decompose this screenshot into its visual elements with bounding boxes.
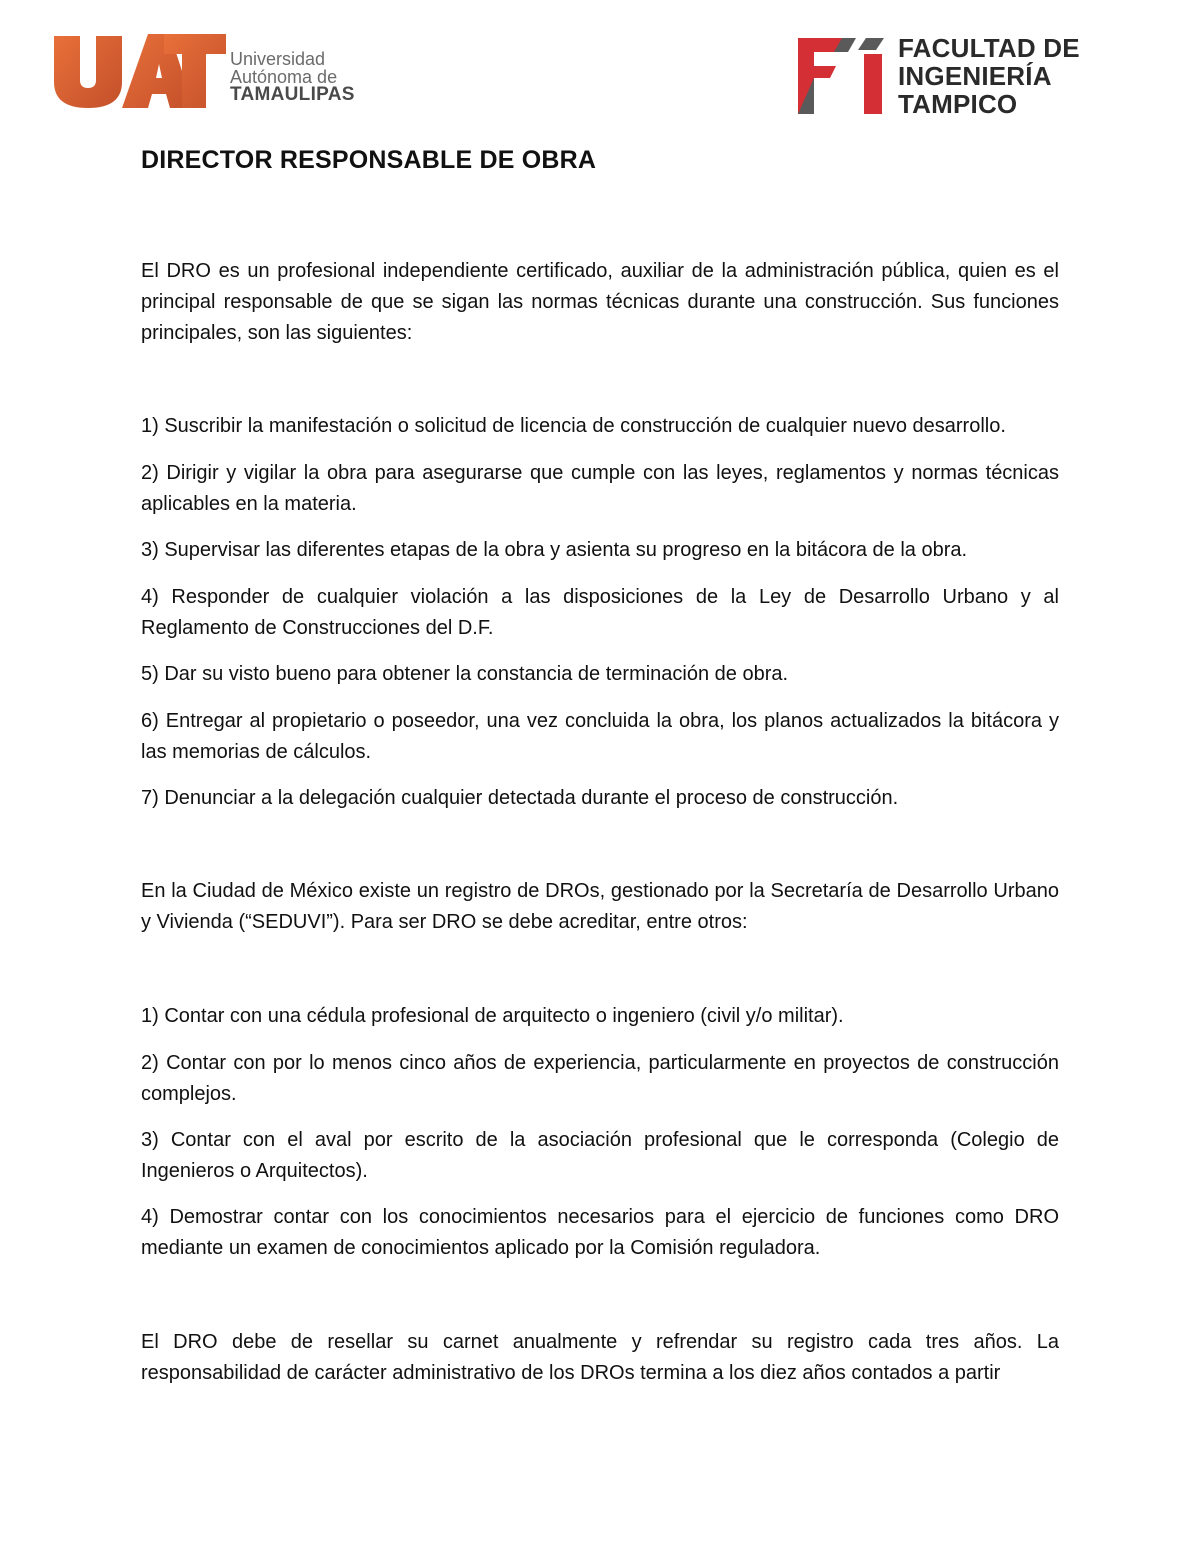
closing-paragraph: El DRO debe de resellar su carnet anualmente y refrendar su registro cada tres años. La responsabilidad de carácter administrativo de los DROs termina a los diez años contados a partir (141, 1331, 1059, 1384)
function-item-5: 5) Dar su visto bueno para obtener la constancia de terminación de obra. (141, 663, 789, 685)
uat-line-2: Autónoma de (230, 67, 338, 87)
function-item-6: 6) Entregar al propietario o poseedor, una vez concluida la obra, los planos actualizados la bitácora y las memorias de cálculos. (141, 710, 1059, 763)
requirement-item-2: 2) Contar con por lo menos cinco años de experiencia, particularmente en proyectos de construcción complejos. (141, 1052, 1059, 1105)
uat-letters-mark (52, 28, 227, 110)
requirement-item-4: 4) Demostrar contar con los conocimientos necesarios para el ejercicio de funciones como DRO mediante un examen de conocimientos aplicado por la Comisión reguladora. (141, 1206, 1059, 1259)
fi-logo (796, 34, 1126, 120)
document-title: DIRECTOR RESPONSABLE DE OBRA (141, 146, 597, 174)
registry-paragraph: En la Ciudad de México existe un registro de DROs, gestionado por la Secretaría de Desarrollo Urbano y Vivienda (“SEDUVI”). Para ser DRO se debe acreditar, entre otros: (141, 880, 1059, 933)
fi-line-1: FACULTAD DE (898, 33, 1080, 63)
fi-line-3: TAMPICO (898, 89, 1018, 119)
function-item-3: 3) Supervisar las diferentes etapas de la obra y asienta su progreso en la bitácora de la obra. (141, 539, 968, 561)
uat-wordmark (230, 50, 355, 104)
uat-line-1: Universidad (230, 49, 326, 69)
intro-paragraph: El DRO es un profesional independiente certificado, auxiliar de la administración pública, quien es el principal responsable de que se sigan las normas técnicas durante una construcción. Sus funciones principales, son las siguientes: (141, 260, 1059, 344)
uat-line-3: TAMAULIPAS (230, 84, 355, 105)
function-item-2: 2) Dirigir y vigilar la obra para asegurarse que cumple con las leyes, reglamentos y normas técnicas aplicables en la materia. (141, 462, 1059, 515)
uat-logo (52, 28, 382, 112)
fi-wordmark (898, 34, 1080, 118)
fi-mark (796, 34, 888, 116)
function-item-1: 1) Suscribir la manifestación o solicitud de licencia de construcción de cualquier nuevo desarrollo. (141, 415, 1006, 437)
fi-line-2: INGENIERÍA (898, 61, 1052, 91)
function-item-4: 4) Responder de cualquier violación a las disposiciones de la Ley de Desarrollo Urbano y al Reglamento de Construcciones del D.F. (141, 586, 1059, 639)
requirement-item-3: 3) Contar con el aval por escrito de la asociación profesional que le corresponda (Colegio de Ingenieros o Arquitectos). (141, 1129, 1059, 1182)
requirement-item-1: 1) Contar con una cédula profesional de arquitecto o ingeniero (civil y/o militar). (141, 1005, 844, 1027)
function-item-7: 7) Denunciar a la delegación cualquier detectada durante el proceso de construcción. (141, 787, 899, 809)
